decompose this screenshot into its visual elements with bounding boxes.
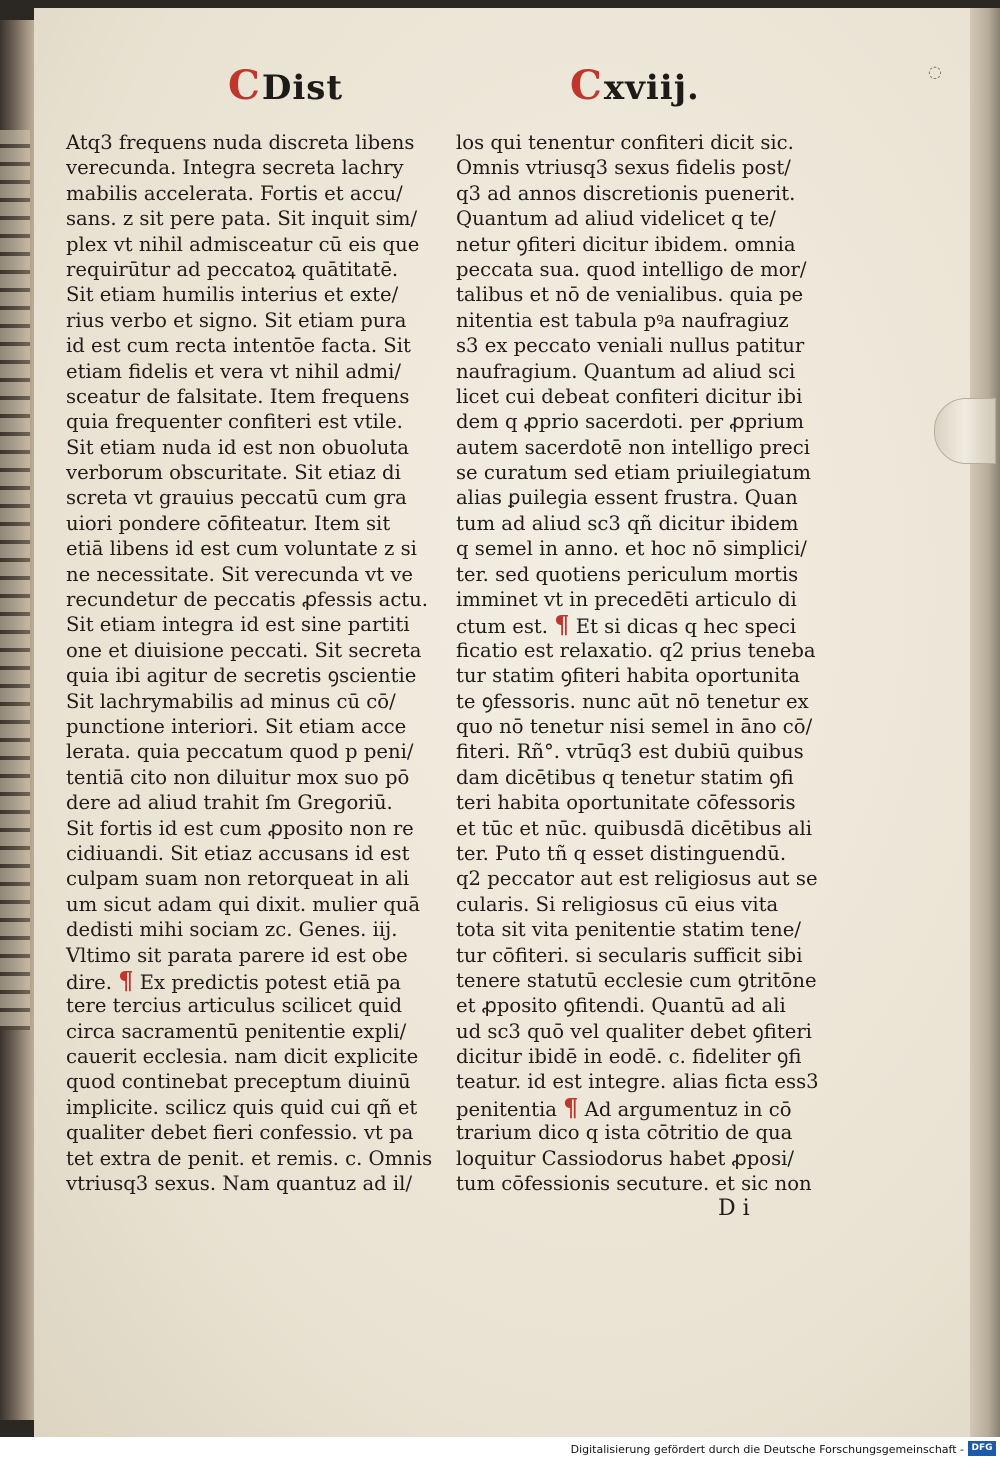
footer-bar <box>0 1437 1000 1459</box>
text-line: Sit etiam integra id est sine partiti <box>66 613 410 637</box>
text-line: one et diuisione peccati. Sit secreta <box>66 638 422 662</box>
page-fore-edge <box>970 8 1000 1438</box>
text-line: id est cum recta intentōe facta. Sit <box>66 334 411 358</box>
text-line: ne necessitate. Sit verecunda vt ve <box>66 562 414 586</box>
text-line: q3 ad annos discretionis puenerit. <box>456 181 796 205</box>
text-line: tota sit vita penitentie statim tene/ <box>456 918 801 942</box>
text-line: plex vt nihil admisceatur cū eis que <box>66 232 420 256</box>
text-line: quia ibi agitur de secretis ꝯscientie <box>66 664 417 688</box>
text-line: implicite. scilicz quis quid cui qñ et <box>66 1095 418 1119</box>
text-line: penitentia ¶ Ad argumentuz in cō <box>456 1092 792 1122</box>
text-line: ficatio est relaxatio. q2 prius teneba <box>456 638 816 662</box>
text-line: s3 ex peccato veniali nullus patitur <box>456 334 805 358</box>
text-line: tentiā cito non diluitur mox suo pō <box>66 765 410 789</box>
paragraph-mark-icon: ¶ <box>554 610 570 640</box>
text-line: uiori pondere cōfiteatur. Item sit <box>66 511 391 535</box>
paragraph-mark-icon: ¶ <box>118 965 134 995</box>
header-right <box>570 62 700 109</box>
paragraph-mark-icon: ¶ <box>563 1092 579 1122</box>
text-line: tenere statutū ecclesie cum ꝯtritōne <box>456 968 817 992</box>
text-line: fiteri. Rñ°. vtrūq3 est dubiū quibus <box>456 740 804 764</box>
footer-credit: Digitalisierung gefördert durch die Deutsche Forschungsgemeinschaft - <box>570 1443 964 1456</box>
text-line: se curatum sed etiam priuilegiatum <box>456 461 811 485</box>
text-line: Quantum ad aliud videlicet q te/ <box>456 207 776 231</box>
text-line: tur statim ꝯfiteri habita oportunita <box>456 664 800 688</box>
text-line: dam dicētibus q tenetur statim ꝯfi <box>456 765 794 789</box>
text-line: teatur. id est integre. alias ficta ess3 <box>456 1070 819 1094</box>
text-line: alias ꝑuilegia essent frustra. Quan <box>456 486 798 510</box>
text-line: tum ad aliud sc3 qñ dicitur ibidem <box>456 511 799 535</box>
text-line: dedisti mihi sociam zc. Genes. iij. <box>66 918 398 942</box>
text-line: te ꝯfessoris. nunc aūt nō tenetur ex <box>456 689 809 713</box>
text-line: autem sacerdotē non intelligo preci <box>456 435 811 459</box>
text-line: ter. Puto tñ q esset distinguendū. <box>456 841 787 865</box>
text-line: lerata. quia peccatum quod p peni/ <box>66 740 414 764</box>
corner-mark-icon: ◌ <box>928 62 942 81</box>
text-line: mabilis accelerata. Fortis et accu/ <box>66 181 403 205</box>
clasp-icon <box>934 398 996 464</box>
text-line: et ꝓposito ꝯfitendi. Quantū ad ali <box>456 994 786 1018</box>
header-right-text: xviij. <box>603 68 700 108</box>
text-line: quia frequenter confiteri est vtile. <box>66 410 403 434</box>
text-line: Omnis vtriusq3 sexus fidelis post/ <box>456 156 791 180</box>
text-line: sceatur de falsitate. Item frequens <box>66 384 410 408</box>
text-line: etiam fidelis et vera vt nihil admi/ <box>66 359 401 383</box>
rubric-initial: C <box>570 62 603 109</box>
text-line: et tūc et nūc. quibusdā dicētibus ali <box>456 816 813 840</box>
text-line: naufragium. Quantum ad aliud sci <box>456 359 796 383</box>
text-line: sans. z sit pere pata. Sit inquit sim/ <box>66 207 418 231</box>
text-line: qualiter debet fieri confessio. vt pa <box>66 1121 414 1145</box>
text-line: cularis. Si religiosus cū eius vita <box>456 892 779 916</box>
text-line: ud sc3 quō vel qualiter debet ꝯfiteri <box>456 1019 812 1043</box>
text-column-left <box>66 130 438 1196</box>
text-line: ter. sed quotiens periculum mortis <box>456 562 799 586</box>
dfg-logo: DFG <box>968 1441 996 1456</box>
text-column-right <box>456 130 819 1196</box>
text-line: quo nō tenetur nisi semel in āno cō/ <box>456 714 813 738</box>
header-left-text: Dist <box>261 68 344 108</box>
text-line: verecunda. Integra secreta lachry <box>66 156 404 180</box>
text-line: Vltimo sit parata parere id est obe <box>66 943 408 967</box>
text-line: requirūtur ad peccatoꝝ quātitatē. <box>66 257 399 281</box>
text-line: dicitur ibidē in eodē. c. fideliter ꝯfi <box>456 1045 802 1069</box>
text-line: Sit lachrymabilis ad minus cū cō/ <box>66 689 396 713</box>
text-line: circa sacramentū penitentie expli/ <box>66 1019 407 1043</box>
text-line: Atq3 frequens nuda discreta libens <box>66 131 415 154</box>
text-line: q2 peccator aut est religiosus aut se <box>456 867 818 891</box>
text-line: etiā libens id est cum voluntate z si <box>66 537 417 561</box>
signature-mark: D i <box>718 1196 750 1221</box>
header-left <box>228 62 343 109</box>
text-line: quod continebat preceptum diuinū <box>66 1070 411 1094</box>
text-line: tum cōfessionis secuture. et sic non <box>456 1172 812 1196</box>
text-line: tur cōfiteri. si secularis sufficit sibi <box>456 943 803 967</box>
text-line: trarium dico q ista cōtritio de qua <box>456 1121 793 1145</box>
text-line: punctione interiori. Sit etiam acce <box>66 714 407 738</box>
text-line: licet cui debeat confiteri dicitur ibi <box>456 384 803 408</box>
running-header <box>0 62 1000 112</box>
text-line: dem q ꝓprio sacerdoti. per ꝓprium <box>456 410 804 434</box>
text-line: um sicut adam qui dixit. mulier quā <box>66 892 421 916</box>
text-line: dere ad aliud trahit ſm Gregoriū. <box>66 791 393 815</box>
text-line: talibus et nō de venialibus. quia pe <box>456 283 804 307</box>
text-line: cauerit ecclesia. nam dicit explicite <box>66 1045 419 1069</box>
text-line: nitentia est tabula pꝰa naufragiuz <box>456 308 789 332</box>
text-line: los qui tenentur confiteri dicit sic. <box>456 131 794 154</box>
text-line: Sit etiam humilis interius et exte/ <box>66 283 399 307</box>
text-line: loquitur Cassiodorus habet ꝓposi/ <box>456 1146 795 1170</box>
facing-page-edge <box>0 130 30 1030</box>
text-line: rius verbo et signo. Sit etiam pura <box>66 308 407 332</box>
text-line: tere tercius articulus scilicet quid <box>66 994 403 1018</box>
text-line: netur ꝯfiteri dicitur ibidem. omnia <box>456 232 796 256</box>
text-line: peccata sua. quod intelligo de mor/ <box>456 257 807 281</box>
text-line: Sit fortis id est cum ꝓposito non re <box>66 816 414 840</box>
text-line: q semel in anno. et hoc nō simplici/ <box>456 537 807 561</box>
text-line: screta vt grauius peccatū cum gra <box>66 486 407 510</box>
text-line: cidiuandi. Sit etiaz accusans id est <box>66 841 410 865</box>
rubric-initial: C <box>228 62 261 109</box>
text-line: ctum est. ¶ Et si dicas q hec speci <box>456 610 797 640</box>
text-line: dire. ¶ Ex predictis potest etiā pa <box>66 965 401 995</box>
text-line: Sit etiam nuda id est non obuoluta <box>66 435 409 459</box>
text-line: vtriusq3 sexus. Nam quantuz ad il/ <box>66 1172 413 1196</box>
text-line: teri habita oportunitate cōfessoris <box>456 791 796 815</box>
text-line: imminet vt in precedēti articulo di <box>456 588 797 612</box>
text-line: culpam suam non retorqueat in ali <box>66 867 410 891</box>
text-line: verborum obscuritate. Sit etiaz di <box>66 461 401 485</box>
text-line: tet extra de penit. et remis. c. Omnis <box>66 1146 433 1170</box>
text-line: recundetur de peccatis ꝓfessis actu. <box>66 588 429 612</box>
